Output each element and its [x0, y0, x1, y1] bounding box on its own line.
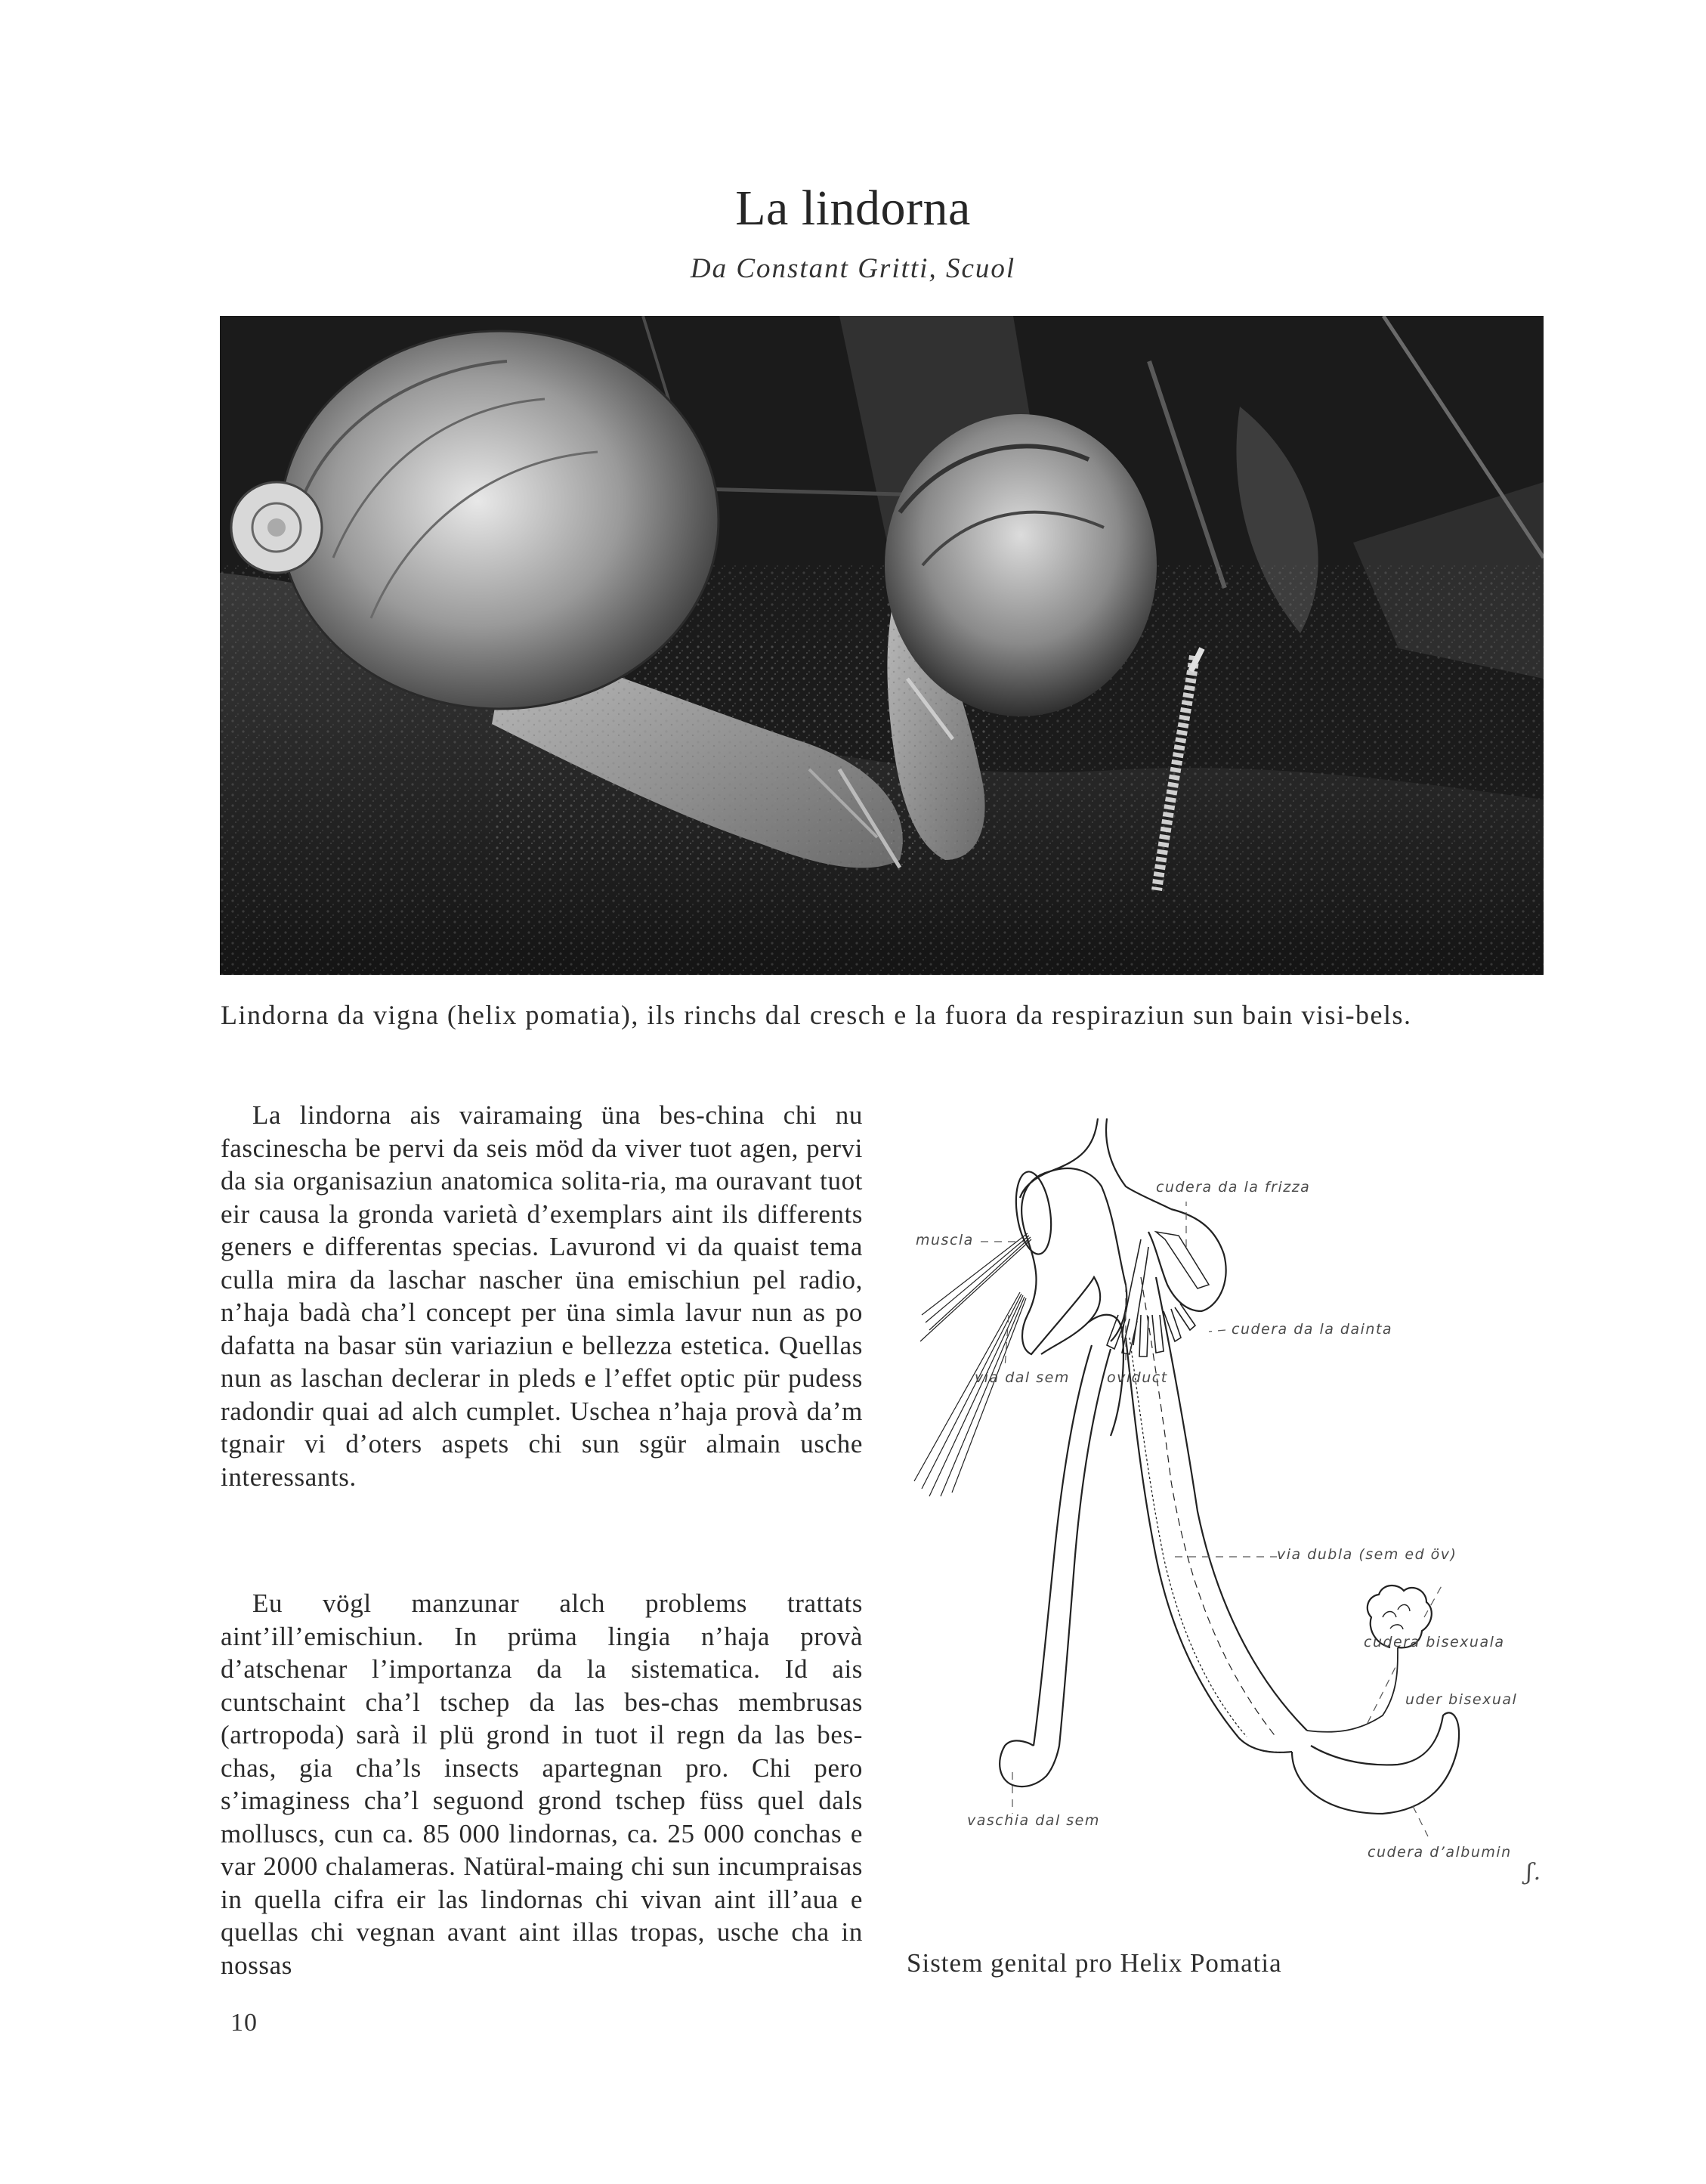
label-vaschia-dal-sem: vaschia dal sem	[967, 1812, 1100, 1829]
label-uder-bisexual: uder bisexual	[1405, 1691, 1518, 1708]
label-cudera-da-la-dainta: cudera da la dainta	[1232, 1321, 1393, 1338]
label-cudera-bisexuala: cudera bisexuala	[1364, 1634, 1505, 1650]
diagram-muscle-fibers	[914, 1233, 1031, 1496]
snail-photograph	[220, 316, 1544, 975]
diagram-caption: Sistem genital pro Helix Pomatia	[907, 1948, 1282, 1978]
page-number: 10	[230, 2009, 258, 2037]
diagram-sperm-channel-dashed	[1141, 1277, 1277, 1738]
body-paragraph-2	[221, 1587, 863, 1981]
diagram-spermatheca	[1000, 1740, 1059, 1786]
label-via-dal-sem: via dal sem	[975, 1369, 1070, 1386]
diagram-gland-lobes	[1383, 1604, 1410, 1629]
diagram-albumin-gland	[1292, 1712, 1459, 1814]
snail-photo-illustration	[220, 316, 1544, 975]
diagram-oviduct-right-wall	[1156, 1277, 1307, 1731]
label-oviduct: oviduct	[1107, 1369, 1168, 1386]
diagram-seminal-duct-right	[1059, 1349, 1111, 1746]
diagram-leader-lines	[981, 1202, 1443, 1836]
article-title: La lindorna	[735, 181, 971, 236]
body-paragraph-1	[221, 1099, 863, 1493]
body-paragraph-2-text: Eu vögl manzunar alch problems trattats aint’ill’emischiun. In prüma lingia n’haja provà d’atschenar l’importanza da la sistematica. Id ais cuntschaint cha’l tschep da las bes-chas membrusas (artropoda) sarà il plü grond in tuot il regn da las bes-chas, gia cha’ls insects apartegnan pro. Chi pero s’imaginess cha’l seguond grond tschep füss quel dals molluscs, cun ca. 85 000 lindornas, ca. 25 000 conchas e var 2000 chalameras. Natüral-maing chi sun incumpraisas in quella cifra eir las lindornas chi vivan aint ill’aua e quellas chi vegnan avant aint illas tropas, usche cha in nossas	[221, 1589, 863, 1980]
artist-signature: ʃ.	[1526, 1859, 1542, 1885]
label-via-dubla: via dubla (sem ed öv)	[1277, 1546, 1457, 1563]
diagram-main-duct	[1050, 1168, 1127, 1341]
diagram-seminal-duct-left	[1034, 1345, 1092, 1746]
diagram-oviduct-inner-wavy	[1130, 1338, 1247, 1737]
diagram-hermaphrodite-duct	[1307, 1647, 1398, 1732]
article-byline: Da Constant Gritti, Scuol	[690, 253, 1016, 284]
photo-caption: Lindorna da vigna (helix pomatia), ils rinchs dal cresch e la fuora da respiraziun sun bain visi-bels.	[221, 1000, 1412, 1030]
label-cudera-d-albumin: cudera d’albumin	[1368, 1844, 1512, 1861]
diagram-penis-sac	[1021, 1171, 1100, 1354]
label-muscla: muscla	[916, 1232, 974, 1248]
body-paragraph-1-text: La lindorna ais vairamaing üna bes-china chi nu fascinescha be pervi da seis möd da viver tuot agen, pervi da sia organisaziun anatomica solita-ria, ma ouravant tuot eir causa la gronda varietà d’exemplars aint ils differents geners e differentas specias. Lavurond vi da quaist tema culla mira da laschar nascher üna emischiun pel radio, n’haja badà cha’l concept per üna simla lavur nun as po dafatta na basar sün variaziun e bellezza estetica. Quellas nun as laschan declerar in pleds e l’effet optic pür pudess radondir quai ad alch cumplet. Uschea n’haja provà da’m tgnair vi d’oters aspets chi sun sgür almain usche interessants.	[221, 1100, 863, 1492]
label-cudera-da-la-frizza: cudera da la frizza	[1156, 1179, 1311, 1196]
diagram-duct-top-right	[1106, 1118, 1171, 1209]
genital-system-diagram	[899, 1088, 1549, 1912]
diagram-drawing	[899, 1088, 1549, 1912]
diagram-oviduct-outer	[1126, 1338, 1292, 1752]
diagram-muscle-bulb	[1012, 1169, 1056, 1256]
diagram-dart	[1156, 1232, 1209, 1288]
diagram-duct-top-left	[1020, 1118, 1098, 1198]
